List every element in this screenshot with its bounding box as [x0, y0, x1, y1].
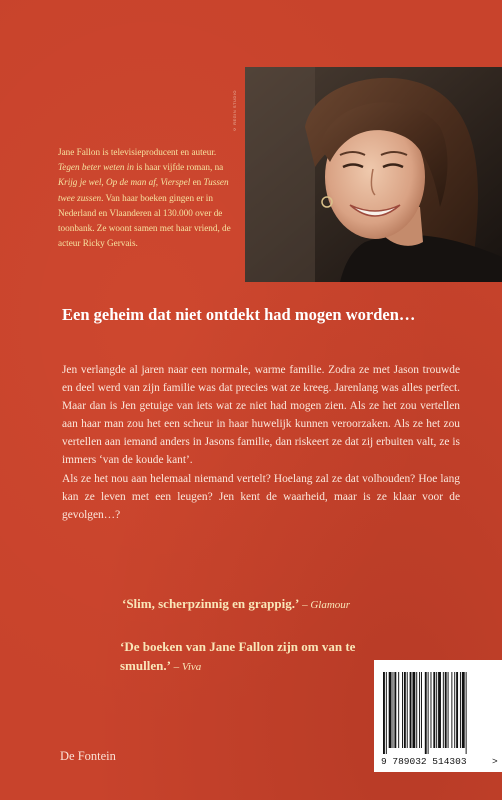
- blurb-paragraph-2: Als ze het nou aan helemaal niemand vertelt? Hoelang zal ze dat volhouden? Hoe lang kan ze leven met een leugen? Jen kent de waarheid, maar is ze klaar voor de gevolgen…?: [62, 472, 460, 521]
- barcode-bar: [404, 672, 406, 748]
- barcode-digits: 9 789032 514303: [381, 756, 467, 767]
- barcode-bar: [386, 672, 387, 754]
- barcode-bar: [431, 672, 432, 748]
- barcode-bar: [460, 672, 461, 748]
- book-title-tussen-twee-zussen: Tussen twee zussen: [58, 177, 229, 203]
- author-photo: [245, 67, 502, 282]
- barcode-bar: [454, 672, 455, 748]
- barcode-bar: [428, 672, 429, 754]
- barcode-bar: [393, 672, 394, 748]
- quote-source: – Glamour: [299, 599, 351, 611]
- book-title-krijg-je-wel: Krijg je wel: [58, 177, 102, 188]
- barcode-bar: [416, 672, 417, 748]
- photo-credit: © REGIN STUDIO: [232, 89, 237, 132]
- review-quote-viva: [120, 637, 400, 677]
- author-portrait-illustration: [245, 67, 502, 282]
- blurb: [62, 361, 460, 524]
- barcode-bar: [448, 672, 449, 748]
- barcode-bar: [394, 672, 396, 748]
- barcode-bar: [438, 672, 441, 748]
- barcode-bar: [425, 672, 427, 754]
- barcode-bar: [466, 672, 467, 754]
- review-quote-glamour: [122, 595, 482, 613]
- barcode-bar: [407, 672, 408, 748]
- barcode-bar: [402, 672, 403, 748]
- barcode-bar: [436, 672, 437, 748]
- blurb-paragraph-1: Jen verlangde al jaren naar een normale, warme familie. Zodra ze met Jason trouwde en deel werd van zijn familie was dat precies wat ze kreeg. Jarenlang was alles perfect. Maar dan is Jen getuige van iets wat ze niet had mogen zien. Als ze het zou vertellen aan haar man zou het een scheur in haar huwelijk kunnen veroorzaken. Als ze het zou vertellen aan iemand anders in Jasons familie, dan riskeert ze dat zij erbuiten valt, ze is immers ‘van de koude kant’.: [62, 364, 460, 467]
- barcode-icon: [374, 660, 502, 772]
- barcode-bar: [443, 672, 444, 748]
- barcode-bar: [456, 672, 458, 748]
- barcode-end-mark: >: [492, 756, 498, 767]
- quote-text: ‘De boeken van Jane Fallon zijn om van te smullen.’: [120, 639, 356, 673]
- barcode-bar: [462, 672, 465, 748]
- author-bio: [58, 145, 236, 251]
- barcode-bar: [445, 672, 447, 748]
- publisher-name: De Fontein: [60, 749, 116, 763]
- barcode-bar: [451, 672, 452, 748]
- quote-text: ‘Slim, scherpzinnig en grappig.’: [122, 596, 300, 611]
- barcode-bar: [383, 672, 385, 754]
- quote-source: – Viva: [170, 661, 202, 673]
- barcode-bar: [419, 672, 420, 748]
- book-title-tegen-beter-weten-in: Tegen beter weten in: [58, 162, 134, 173]
- barcode-bar: [410, 672, 412, 748]
- barcode-bar: [421, 672, 422, 748]
- barcode-bar: [398, 672, 399, 748]
- book-title-op-de-man-af: Op de man af: [105, 177, 156, 188]
- headline: Een geheim dat niet ontdekt had mogen worden…: [62, 305, 416, 324]
- barcode-bar: [433, 672, 435, 748]
- barcode-bar: [389, 672, 392, 748]
- barcode-bar: [412, 672, 415, 748]
- isbn-barcode: [374, 660, 502, 772]
- author-bio-text: Jane Fallon is televisieproducent en auteur. Tegen beter weten in is haar vijfde roman, na Krijg je wel, Op de man af, Vierspel en Tussen twee zussen. Van haar boeken gingen er in Nederland en Vlaanderen al 130.000 over de toonbank. Ze woont samen met haar vriend, de acteur Ricky Gervais.: [58, 147, 231, 249]
- book-title-vierspel: Vierspel: [160, 177, 191, 188]
